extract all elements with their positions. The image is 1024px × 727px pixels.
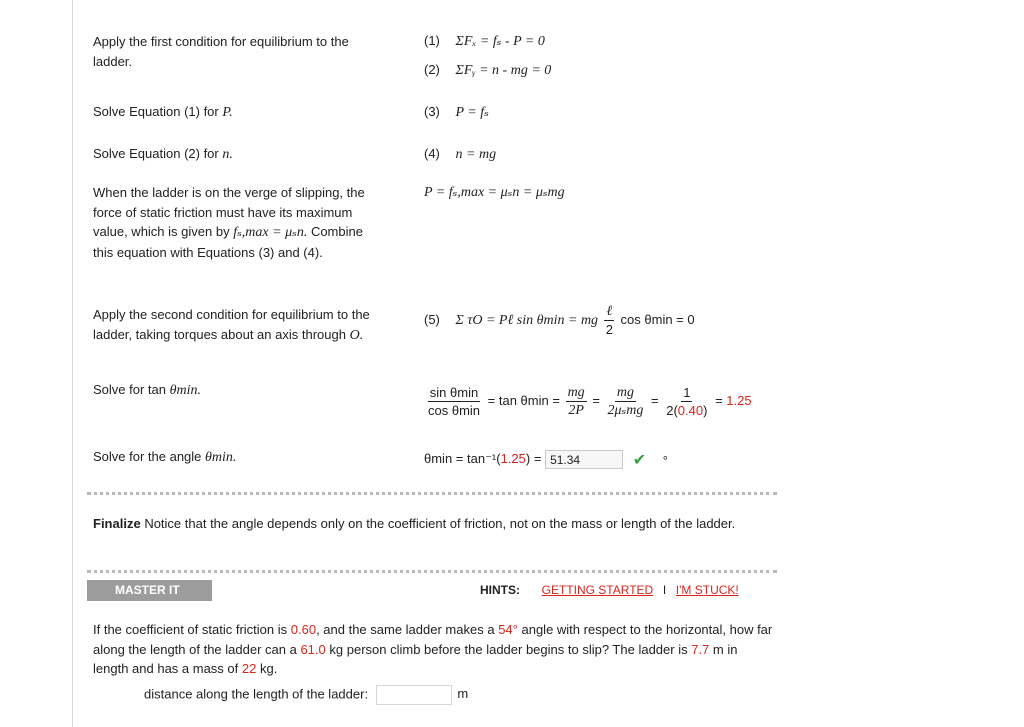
step7-text	[93, 449, 236, 466]
tan-frac-4-num: 1	[683, 385, 691, 400]
degree-unit: °	[662, 452, 668, 468]
eq2-number: (2)	[424, 62, 440, 77]
step4-rest: Combine this equation with Equations (3) and (4).	[93, 224, 363, 261]
tan-frac-3-num: mg	[616, 385, 635, 400]
eq3	[424, 104, 489, 121]
step4-body: When the ladder is on the verge of slipping, the force of static friction must have its maximum value, which is given by	[93, 185, 365, 240]
tan-frac-1-den: cos θmin	[428, 403, 481, 418]
left-border	[72, 0, 73, 727]
tan-frac-2-den: 2P	[568, 403, 584, 418]
dotted-divider	[87, 492, 777, 495]
eq4	[424, 146, 496, 163]
step2-var: P.	[222, 105, 233, 120]
tan-eq-1: =	[592, 392, 600, 408]
q-mass-person: 61.0	[300, 641, 326, 657]
step2-text	[93, 104, 233, 121]
distance-answer-row	[144, 685, 468, 705]
eq5-left: Σ τO = Pℓ sin θmin = mg	[455, 312, 599, 328]
q-length: 7.7	[691, 641, 710, 657]
step7-var: θmin.	[205, 450, 237, 465]
step3-var: n.	[222, 147, 233, 162]
eq2	[424, 62, 551, 79]
finalize-section	[93, 514, 773, 534]
angle-eq-post: ) =	[525, 450, 542, 466]
q-part5: m in length and has a mass of	[93, 641, 738, 677]
step1-text: Apply the first condition for equilibrium to the ladder.	[93, 34, 349, 69]
distance-label: distance along the length of the ladder:	[144, 686, 369, 702]
master-question	[93, 620, 773, 679]
step6-text	[93, 382, 201, 399]
eq5-fraction	[604, 304, 615, 337]
eq-angle	[424, 450, 681, 469]
tan-frac-1-num: sin θmin	[429, 385, 479, 400]
eq1-body: ΣFₓ = fₛ - P = 0	[455, 34, 545, 49]
tan-frac-3-den: 2μₛmg	[607, 403, 644, 418]
hints-bar	[480, 582, 739, 597]
step3-text	[93, 146, 233, 163]
tan-frac-2	[566, 385, 587, 418]
tan-frac-4	[664, 385, 709, 418]
eq-fs-max: P = fₛ,max = μₛn = μₛmg	[424, 185, 565, 200]
step5-axis: O.	[349, 327, 364, 343]
dotted-divider	[87, 570, 777, 573]
tan-result: 1.25	[726, 392, 752, 408]
q-part2: , and the same ladder makes a	[316, 622, 495, 637]
step2-label: Solve Equation (1) for	[93, 104, 219, 119]
tan-eq-2: =	[651, 392, 659, 408]
eq5-frac-den: 2	[605, 322, 613, 337]
step7-label: Solve for the angle	[93, 449, 202, 464]
checkmark-icon: ✔	[632, 451, 647, 469]
tan-frac-2-num: mg	[567, 385, 585, 400]
tan-frac-1	[426, 385, 482, 418]
angle-eq-val: 1.25	[500, 450, 526, 466]
hints-label: HINTS:	[480, 583, 520, 597]
eq4-body: n = mg	[455, 147, 497, 162]
distance-unit: m	[457, 686, 469, 702]
mu-value: 0.40	[677, 403, 704, 418]
eq5-number: (5)	[424, 311, 440, 327]
eq5-right: cos θmin = 0	[620, 311, 695, 327]
eq3-number: (3)	[424, 104, 440, 119]
im-stuck-link[interactable]: I'M STUCK!	[675, 583, 739, 597]
distance-input[interactable]	[376, 685, 452, 705]
tan-frac-4-den-pre: 2(	[666, 403, 678, 418]
q-mu: 0.60	[290, 622, 317, 637]
master-it-tab[interactable]: MASTER IT	[87, 580, 212, 601]
step4-text	[93, 183, 383, 263]
q-part3: angle with respect to the horizontal, how far along the length of the ladder can a	[93, 622, 773, 657]
eq2-body: ΣFᵧ = n - mg = 0	[455, 63, 552, 78]
tan-eq-3: =	[715, 392, 723, 408]
step6-label: Solve for tan	[93, 382, 166, 397]
finalize-label: Finalize	[93, 516, 141, 531]
eq-tan	[424, 385, 752, 418]
step5-body: Apply the second condition for equilibrium to the ladder, taking torques about an axis through	[93, 307, 370, 342]
eq1	[424, 33, 545, 50]
tan-frac-3	[606, 385, 646, 418]
q-part1: If the coefficient of static friction is	[93, 622, 288, 637]
eq3-body: P = fₛ	[455, 105, 489, 120]
getting-started-link[interactable]: GETTING STARTED	[541, 583, 654, 597]
q-part6: kg.	[259, 661, 278, 677]
step3-label: Solve Equation (2) for	[93, 146, 219, 161]
eq4-number: (4)	[424, 146, 440, 161]
angle-eq-pre: θmin = tan⁻¹(	[424, 450, 501, 466]
q-angle: 54°	[498, 622, 518, 637]
eq5-frac-num: ℓ	[606, 304, 613, 319]
step5-text	[93, 305, 383, 345]
tan-frac-4-den	[664, 402, 709, 418]
step4-math: fₛ,max = μₛn.	[233, 225, 308, 241]
eq1-number: (1)	[424, 33, 440, 48]
angle-answer-field[interactable]: 51.34	[545, 450, 623, 469]
step6-var: θmin.	[169, 383, 202, 398]
q-mass-ladder: 22	[241, 661, 257, 677]
tan-mid: = tan θmin =	[487, 392, 560, 408]
hints-separator: I	[662, 583, 667, 597]
eq5	[424, 304, 695, 337]
finalize-text: Notice that the angle depends only on the coefficient of friction, not on the mass or length of the ladder.	[144, 516, 736, 531]
tan-frac-4-den-post: )	[703, 403, 708, 418]
q-part4: kg person climb before the ladder begins to slip? The ladder is	[329, 641, 688, 657]
